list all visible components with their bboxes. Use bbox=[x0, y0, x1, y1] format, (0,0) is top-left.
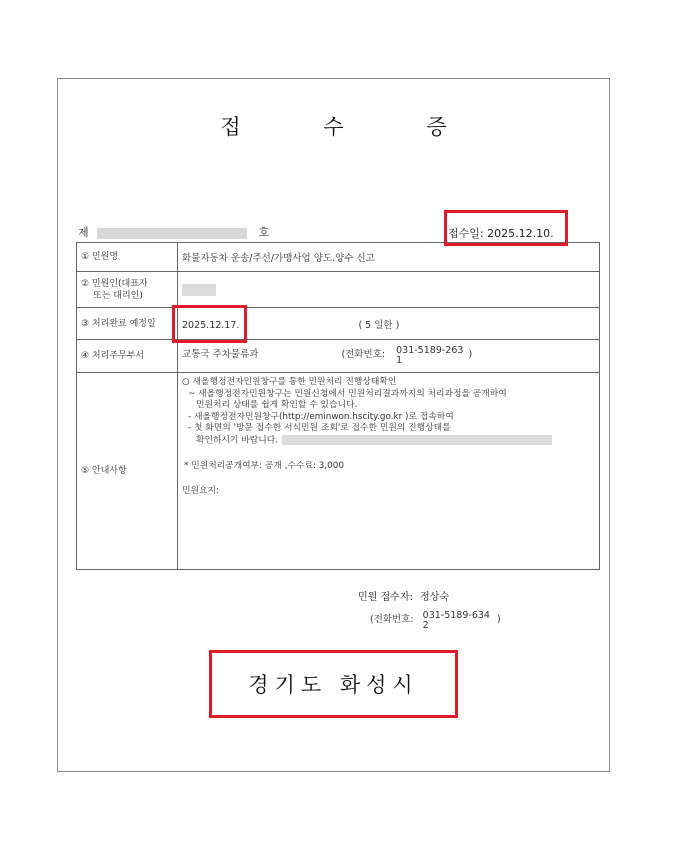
receiver-label: 민원 접수자: bbox=[358, 592, 413, 603]
petition-name-value: 화물자동차 운송/주선/가맹사업 양도.양수 신고 bbox=[178, 243, 600, 272]
department-phone-line2: 1 bbox=[396, 355, 403, 366]
guide-line-3: 민원처리 상태를 쉽게 확인할 수 있습니다. bbox=[196, 400, 358, 410]
row-department bbox=[77, 340, 600, 373]
receipt-date-value: 2025.12.10. bbox=[487, 227, 554, 240]
guide-line-4: - 새올행정전자민원창구(http://eminwon.hscity.go.kr )로 접속하여 bbox=[188, 411, 454, 422]
applicant-label-line1: ② 민원인(대표자 bbox=[81, 278, 148, 289]
receipt-date-label: 접수일: bbox=[448, 227, 484, 240]
row-applicant bbox=[77, 272, 600, 308]
number-suffix: 호 bbox=[258, 226, 270, 239]
guide-line-1: ○ 새올행정전자민원창구를 통한 민원처리 진행상태확인 bbox=[182, 377, 397, 387]
department-cell bbox=[178, 340, 600, 373]
guide-line-2: ~ 새올행정전자민원창구는 민원신청에서 민원처리결과까지의 처리과정을 공개하여 bbox=[188, 388, 507, 399]
guide-cell bbox=[178, 373, 600, 570]
department-label: ④ 처리주무부서 bbox=[77, 340, 178, 373]
guide-label: ⑤ 안내사항 bbox=[77, 373, 178, 570]
document-title: 접 수 증 bbox=[220, 115, 485, 139]
receiver-phone-row bbox=[370, 611, 501, 631]
issuer-name: 경기도 화성시 bbox=[209, 650, 458, 718]
guide-fee-line: * 민원처리공개여부: 공개 ,수수료: 3,000 bbox=[184, 460, 344, 471]
receiver-phone-line2: 2 bbox=[422, 620, 429, 631]
department-phone-label: (전화번호: bbox=[341, 349, 386, 360]
department-value: 교통국 주차물류과 bbox=[182, 349, 259, 360]
highlight-due-date bbox=[172, 305, 247, 343]
highlight-receipt-date bbox=[444, 210, 568, 246]
department-phone bbox=[396, 346, 463, 366]
applicant-label bbox=[77, 272, 178, 308]
receipt-form-table bbox=[76, 242, 600, 570]
due-date-value: 2025.12.17. bbox=[182, 319, 240, 331]
redacted-applicant bbox=[182, 284, 216, 296]
department-phone-close: ) bbox=[468, 349, 473, 360]
receiver-phone-close: ) bbox=[497, 614, 501, 625]
applicant-label-line2: 또는 대리인) bbox=[93, 290, 143, 301]
guide-line-5: - 첫 화면의 '방문 접수한 서식민원 조회'로 접수한 민원의 진행상태를 bbox=[188, 423, 451, 433]
applicant-value bbox=[178, 272, 600, 308]
due-date-label: ③ 처리완료 예정일 bbox=[77, 308, 178, 340]
receiver-phone-line1: 031-5189-634 bbox=[422, 610, 490, 621]
petition-name-label: ① 민원명 bbox=[77, 243, 178, 272]
redacted-number bbox=[97, 228, 247, 239]
row-petition-name bbox=[77, 243, 600, 272]
receiver-row bbox=[358, 588, 449, 603]
receipt-number-row bbox=[78, 224, 269, 240]
number-prefix: 제 bbox=[78, 226, 89, 239]
redacted-guide bbox=[282, 435, 552, 445]
receiver-name: 정상숙 bbox=[420, 592, 450, 603]
guide-memo-label: 민원요지: bbox=[182, 486, 219, 496]
department-phone-line1: 031-5189-263 bbox=[396, 345, 464, 356]
due-date-days: ( 5 일한 ) bbox=[358, 319, 400, 331]
row-guide bbox=[77, 373, 600, 570]
row-due-date bbox=[77, 308, 600, 340]
guide-line-6 bbox=[182, 435, 595, 447]
guide-line-6-text: 확인하시기 바랍니다. bbox=[196, 435, 279, 445]
receiver-phone-label: (전화번호: bbox=[370, 614, 414, 625]
receiver-phone bbox=[423, 611, 490, 631]
